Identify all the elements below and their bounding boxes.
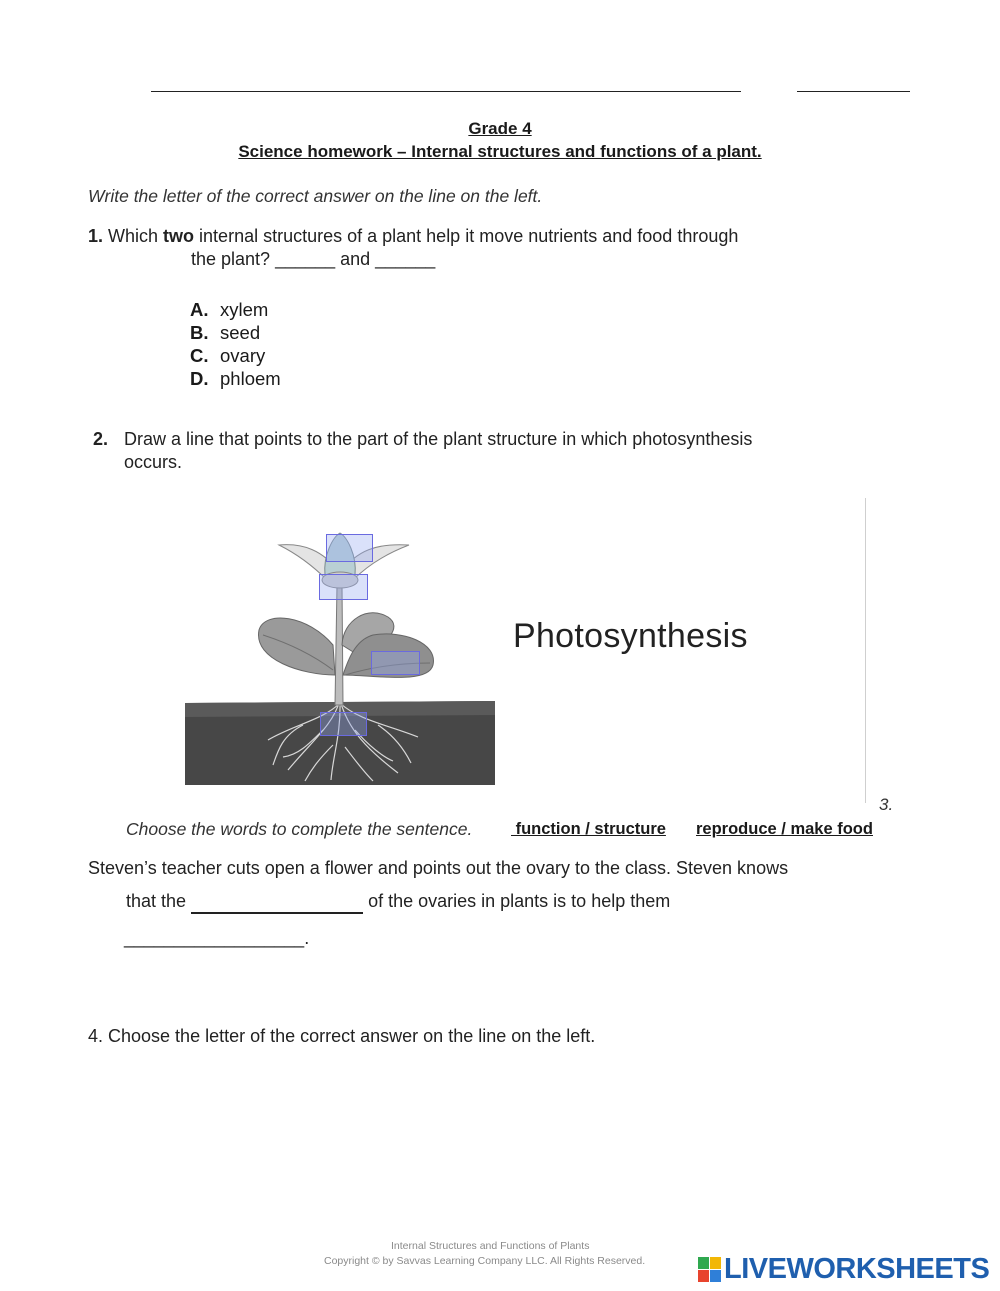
drop-zone-stem[interactable] xyxy=(319,574,368,600)
blank-input-2[interactable]: __________________. xyxy=(124,928,310,948)
page-title: Science homework – Internal structures and functions of a plant. xyxy=(238,142,762,161)
liveworksheets-logo xyxy=(698,1253,993,1286)
logo-text: LIVEWORKSHEETS xyxy=(724,1253,990,1285)
option-b: B. seed xyxy=(190,322,261,343)
plant-diagram xyxy=(183,525,498,787)
name-line xyxy=(151,91,741,92)
question-2-line2: occurs. xyxy=(124,452,183,472)
option-d: D. phloem xyxy=(190,368,281,389)
footer-title: Internal Structures and Functions of Plants xyxy=(391,1240,590,1252)
date-line xyxy=(797,91,910,92)
leaf-left xyxy=(259,618,335,675)
question-3-number: 3. xyxy=(879,795,894,814)
question-1 xyxy=(88,226,738,247)
logo-cubes-icon xyxy=(698,1257,722,1283)
photosynthesis-label: Photosynthesis xyxy=(513,617,748,655)
question-1-number: 1. xyxy=(88,226,104,246)
drop-zone-leaf[interactable] xyxy=(371,651,420,675)
option-c: C. ovary xyxy=(190,345,266,366)
question-3-sentence1: Steven’s teacher cuts open a flower and points out the ovary to the class. Steven knows xyxy=(88,858,789,878)
sentence2-end: of the ovaries in plants is to help them xyxy=(368,891,671,911)
question-2-line1: Draw a line that points to the part of the plant structure in which photosynthesis xyxy=(124,429,753,449)
question-3-prompt: Choose the words to complete the sentence. xyxy=(126,819,473,839)
drop-zone-flower[interactable] xyxy=(326,534,373,562)
question-2-number: 2. xyxy=(93,429,109,449)
blank-input-1[interactable] xyxy=(191,891,363,914)
choice-reproduce-make-food: reproduce / make food xyxy=(696,820,873,838)
question-4: 4. Choose the letter of the correct answer on the line on the left. xyxy=(88,1026,596,1046)
footer-copyright: Copyright © by Savvas Learning Company LLC. All Rights Reserved. xyxy=(324,1255,646,1267)
question-1-text-a: Which xyxy=(108,226,164,246)
question-3-sentence2 xyxy=(126,891,670,914)
vertical-divider xyxy=(865,498,866,803)
sentence2-start: that the xyxy=(126,891,187,911)
question-1-bold: two xyxy=(163,226,195,246)
question-1-text-b: internal structures of a plant help it move nutrients and food through xyxy=(194,226,739,246)
drop-zone-root[interactable] xyxy=(320,712,367,736)
grade-heading: Grade 4 xyxy=(468,119,532,138)
instructions: Write the letter of the correct answer on the line on the left. xyxy=(88,186,543,206)
option-a: A. xylem xyxy=(190,299,269,320)
choice-function-structure: function / structure xyxy=(511,820,666,838)
question-1-line2: the plant? ______ and ______ xyxy=(191,249,436,269)
